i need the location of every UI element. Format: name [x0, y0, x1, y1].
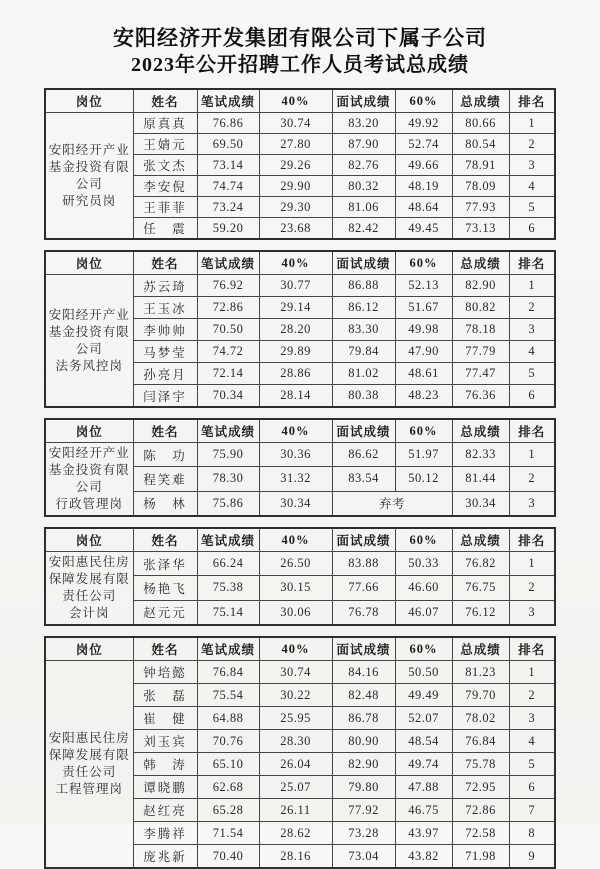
title-line-1: 安阳经济开发集团有限公司下属子公司: [113, 26, 487, 50]
score-cell: 78.30: [197, 467, 259, 491]
column-header: 排名: [509, 637, 555, 661]
score-cell: 79.70: [452, 684, 509, 707]
score-cell: 26.04: [259, 753, 332, 776]
score-cell: 83.20: [332, 113, 395, 134]
column-header: 40%: [259, 89, 332, 113]
table-row: [45, 552, 555, 576]
name-cell: 赵元元: [133, 600, 197, 625]
score-cell: 82.42: [332, 218, 395, 240]
column-header: 排名: [509, 89, 555, 113]
score-cell: 73.04: [332, 845, 395, 869]
score-cell: 65.10: [197, 753, 259, 776]
column-header: 排名: [509, 251, 555, 275]
score-cell: 83.88: [332, 552, 395, 576]
score-cell: 28.62: [259, 822, 332, 845]
score-cell: 75.86: [197, 491, 259, 516]
score-cell: 66.24: [197, 552, 259, 576]
column-header: 笔试成绩: [197, 419, 259, 443]
column-header: 60%: [395, 89, 452, 113]
table-row: [45, 661, 555, 684]
score-cell: 73.24: [197, 197, 259, 218]
score-cell: 75.78: [452, 753, 509, 776]
score-cell: 70.40: [197, 845, 259, 869]
column-header: 姓名: [133, 251, 197, 275]
score-cell: 75.38: [197, 576, 259, 600]
rank-cell: 2: [509, 297, 555, 319]
title-line-2: 2023年公开招聘工作人员考试总成绩: [131, 54, 469, 76]
column-header: 60%: [395, 637, 452, 661]
column-header: 总成绩: [452, 251, 509, 275]
score-cell: 81.06: [332, 197, 395, 218]
score-cell: 29.30: [259, 197, 332, 218]
score-cell: 49.45: [395, 218, 452, 240]
header-row: [45, 419, 555, 443]
name-cell: 孙亮月: [133, 363, 197, 385]
score-cell: 52.13: [395, 275, 452, 297]
score-cell: 30.77: [259, 275, 332, 297]
column-header: 面试成绩: [332, 637, 395, 661]
column-header: 笔试成绩: [197, 637, 259, 661]
score-cell: 49.74: [395, 753, 452, 776]
rank-cell: 1: [509, 275, 555, 297]
rank-cell: 5: [509, 197, 555, 218]
score-cell: 50.33: [395, 552, 452, 576]
score-cell: 50.12: [395, 467, 452, 491]
score-cell: 28.86: [259, 363, 332, 385]
score-cell: 23.68: [259, 218, 332, 240]
score-cell: 30.34: [452, 491, 509, 516]
rank-cell: 6: [509, 218, 555, 240]
name-cell: 张 磊: [133, 684, 197, 707]
score-cell: 81.44: [452, 467, 509, 491]
score-cell: 49.49: [395, 684, 452, 707]
score-cell: 71.98: [452, 845, 509, 869]
column-header: 姓名: [133, 419, 197, 443]
score-cell: 74.72: [197, 341, 259, 363]
results-table: [44, 250, 556, 408]
score-cell: 80.82: [452, 297, 509, 319]
score-cell: 52.74: [395, 134, 452, 155]
name-cell: 杨艳飞: [133, 576, 197, 600]
rank-cell: 3: [509, 491, 555, 516]
score-cell: 76.36: [452, 385, 509, 408]
score-cell: 82.90: [332, 753, 395, 776]
score-cell: 76.78: [332, 600, 395, 625]
score-cell: 64.88: [197, 707, 259, 730]
column-header: 总成绩: [452, 637, 509, 661]
score-cell: 47.88: [395, 776, 452, 799]
score-cell: 78.09: [452, 176, 509, 197]
score-cell: 30.74: [259, 661, 332, 684]
rank-cell: 2: [509, 467, 555, 491]
header-row: [45, 89, 555, 113]
rank-cell: 3: [509, 600, 555, 625]
score-cell: 72.95: [452, 776, 509, 799]
rank-cell: 5: [509, 363, 555, 385]
column-header: 60%: [395, 251, 452, 275]
score-cell: 86.62: [332, 443, 395, 467]
score-cell: 79.80: [332, 776, 395, 799]
score-cell: 76.75: [452, 576, 509, 600]
column-header: 姓名: [133, 89, 197, 113]
name-cell: 杨 林: [133, 491, 197, 516]
column-header: 面试成绩: [332, 528, 395, 552]
score-cell: 46.07: [395, 600, 452, 625]
name-cell: 韩 涛: [133, 753, 197, 776]
name-cell: 苏云琦: [133, 275, 197, 297]
column-header: 岗位: [45, 251, 133, 275]
score-cell: 86.78: [332, 707, 395, 730]
score-cell: 82.76: [332, 155, 395, 176]
position-cell: 安阳惠民住房 保障发展有限 责任公司 工程管理岗: [45, 661, 133, 869]
score-cell: 82.90: [452, 275, 509, 297]
name-cell: 闫泽宇: [133, 385, 197, 408]
name-cell: 王菲菲: [133, 197, 197, 218]
score-cell: 78.02: [452, 707, 509, 730]
score-cell: 73.14: [197, 155, 259, 176]
results-table: [44, 418, 556, 517]
rank-cell: 7: [509, 799, 555, 822]
rank-cell: 2: [509, 134, 555, 155]
score-cell: 65.28: [197, 799, 259, 822]
name-cell: 刘玉宾: [133, 730, 197, 753]
score-cell: 80.54: [452, 134, 509, 155]
score-cell: 48.64: [395, 197, 452, 218]
rank-cell: 1: [509, 113, 555, 134]
score-tables-container: [0, 88, 600, 869]
column-header: 总成绩: [452, 419, 509, 443]
rank-cell: 4: [509, 341, 555, 363]
score-cell: 74.74: [197, 176, 259, 197]
score-cell: 76.82: [452, 552, 509, 576]
column-header: 40%: [259, 419, 332, 443]
score-cell: 49.66: [395, 155, 452, 176]
score-cell: 52.07: [395, 707, 452, 730]
table-row: [45, 443, 555, 467]
score-cell: 31.32: [259, 467, 332, 491]
score-cell: 59.20: [197, 218, 259, 240]
score-cell: 77.93: [452, 197, 509, 218]
name-cell: 陈 功: [133, 443, 197, 467]
name-cell: 崔 健: [133, 707, 197, 730]
rank-cell: 9: [509, 845, 555, 869]
score-cell: 84.16: [332, 661, 395, 684]
score-cell: 80.90: [332, 730, 395, 753]
score-cell: 29.89: [259, 341, 332, 363]
score-cell: 77.92: [332, 799, 395, 822]
rank-cell: 4: [509, 730, 555, 753]
score-cell: 51.67: [395, 297, 452, 319]
score-cell: 28.20: [259, 319, 332, 341]
score-cell: 43.82: [395, 845, 452, 869]
score-cell: 71.54: [197, 822, 259, 845]
score-cell: 30.34: [259, 491, 332, 516]
score-cell: 弃考: [332, 491, 452, 516]
rank-cell: 8: [509, 822, 555, 845]
column-header: 总成绩: [452, 528, 509, 552]
score-cell: 81.23: [452, 661, 509, 684]
name-cell: 程笑难: [133, 467, 197, 491]
score-cell: 25.07: [259, 776, 332, 799]
score-cell: 28.30: [259, 730, 332, 753]
score-cell: 73.28: [332, 822, 395, 845]
score-cell: 80.32: [332, 176, 395, 197]
name-cell: 王婧元: [133, 134, 197, 155]
score-cell: 80.66: [452, 113, 509, 134]
name-cell: 李安倪: [133, 176, 197, 197]
score-cell: 70.50: [197, 319, 259, 341]
rank-cell: 6: [509, 776, 555, 799]
column-header: 笔试成绩: [197, 89, 259, 113]
name-cell: 张泽华: [133, 552, 197, 576]
column-header: 岗位: [45, 637, 133, 661]
score-cell: 30.36: [259, 443, 332, 467]
score-cell: 75.54: [197, 684, 259, 707]
score-cell: 72.86: [452, 799, 509, 822]
score-cell: 86.88: [332, 275, 395, 297]
rank-cell: 3: [509, 155, 555, 176]
score-cell: 86.12: [332, 297, 395, 319]
column-header: 40%: [259, 637, 332, 661]
score-cell: 69.50: [197, 134, 259, 155]
rank-cell: 3: [509, 319, 555, 341]
column-header: 岗位: [45, 89, 133, 113]
column-header: 排名: [509, 528, 555, 552]
score-cell: 30.06: [259, 600, 332, 625]
rank-cell: 1: [509, 661, 555, 684]
column-header: 40%: [259, 528, 332, 552]
score-cell: 76.92: [197, 275, 259, 297]
name-cell: 王玉冰: [133, 297, 197, 319]
score-cell: 72.58: [452, 822, 509, 845]
name-cell: 李帅帅: [133, 319, 197, 341]
score-cell: 70.76: [197, 730, 259, 753]
score-cell: 28.14: [259, 385, 332, 408]
score-cell: 50.50: [395, 661, 452, 684]
results-table: [44, 88, 556, 240]
column-header: 60%: [395, 419, 452, 443]
score-cell: 81.02: [332, 363, 395, 385]
score-cell: 76.84: [197, 661, 259, 684]
score-cell: 29.14: [259, 297, 332, 319]
rank-cell: 6: [509, 385, 555, 408]
score-cell: 25.95: [259, 707, 332, 730]
score-cell: 29.26: [259, 155, 332, 176]
score-cell: 49.98: [395, 319, 452, 341]
score-cell: 76.86: [197, 113, 259, 134]
score-cell: 72.86: [197, 297, 259, 319]
score-cell: 77.79: [452, 341, 509, 363]
score-cell: 75.90: [197, 443, 259, 467]
score-cell: 78.18: [452, 319, 509, 341]
column-header: 总成绩: [452, 89, 509, 113]
column-header: 排名: [509, 419, 555, 443]
score-cell: 77.47: [452, 363, 509, 385]
column-header: 面试成绩: [332, 251, 395, 275]
results-table: [44, 636, 556, 869]
rank-cell: 2: [509, 576, 555, 600]
score-cell: 77.66: [332, 576, 395, 600]
rank-cell: 1: [509, 443, 555, 467]
score-cell: 75.14: [197, 600, 259, 625]
score-cell: 28.16: [259, 845, 332, 869]
name-cell: 钟培懿: [133, 661, 197, 684]
score-cell: 30.74: [259, 113, 332, 134]
score-cell: 87.90: [332, 134, 395, 155]
score-cell: 76.84: [452, 730, 509, 753]
score-cell: 48.61: [395, 363, 452, 385]
column-header: 姓名: [133, 637, 197, 661]
rank-cell: 4: [509, 176, 555, 197]
score-cell: 80.38: [332, 385, 395, 408]
column-header: 岗位: [45, 528, 133, 552]
table-row: [45, 275, 555, 297]
score-cell: 79.84: [332, 341, 395, 363]
score-cell: 47.90: [395, 341, 452, 363]
header-row: [45, 637, 555, 661]
score-cell: 48.23: [395, 385, 452, 408]
name-cell: 原真真: [133, 113, 197, 134]
score-cell: 70.34: [197, 385, 259, 408]
score-cell: 82.48: [332, 684, 395, 707]
header-row: [45, 528, 555, 552]
results-table: [44, 527, 556, 626]
name-cell: 谭晓鹏: [133, 776, 197, 799]
score-cell: 46.75: [395, 799, 452, 822]
score-cell: 83.54: [332, 467, 395, 491]
score-cell: 30.22: [259, 684, 332, 707]
column-header: 岗位: [45, 419, 133, 443]
rank-cell: 2: [509, 684, 555, 707]
score-cell: 26.50: [259, 552, 332, 576]
column-header: 40%: [259, 251, 332, 275]
rank-cell: 3: [509, 707, 555, 730]
position-cell: 安阳经开产业 基金投资有限 公司 法务风控岗: [45, 275, 133, 408]
score-cell: 83.30: [332, 319, 395, 341]
name-cell: 李腾祥: [133, 822, 197, 845]
rank-cell: 1: [509, 552, 555, 576]
column-header: 面试成绩: [332, 89, 395, 113]
score-cell: 26.11: [259, 799, 332, 822]
document-title: [0, 25, 600, 79]
position-cell: 安阳经开产业 基金投资有限 公司 行政管理岗: [45, 443, 133, 517]
score-cell: 51.97: [395, 443, 452, 467]
score-cell: 30.15: [259, 576, 332, 600]
score-cell: 78.91: [452, 155, 509, 176]
column-header: 60%: [395, 528, 452, 552]
header-row: [45, 251, 555, 275]
score-cell: 27.80: [259, 134, 332, 155]
score-cell: 62.68: [197, 776, 259, 799]
score-cell: 48.54: [395, 730, 452, 753]
column-header: 姓名: [133, 528, 197, 552]
score-cell: 72.14: [197, 363, 259, 385]
position-cell: 安阳经开产业 基金投资有限 公司 研究员岗: [45, 113, 133, 240]
name-cell: 任 震: [133, 218, 197, 240]
column-header: 面试成绩: [332, 419, 395, 443]
name-cell: 马梦莹: [133, 341, 197, 363]
table-row: [45, 113, 555, 134]
score-cell: 82.33: [452, 443, 509, 467]
position-cell: 安阳惠民住房 保障发展有限 责任公司 会计岗: [45, 552, 133, 626]
score-cell: 29.90: [259, 176, 332, 197]
name-cell: 张文杰: [133, 155, 197, 176]
score-cell: 49.92: [395, 113, 452, 134]
column-header: 笔试成绩: [197, 528, 259, 552]
score-cell: 76.12: [452, 600, 509, 625]
name-cell: 赵红亮: [133, 799, 197, 822]
score-cell: 73.13: [452, 218, 509, 240]
score-cell: 46.60: [395, 576, 452, 600]
score-cell: 48.19: [395, 176, 452, 197]
column-header: 笔试成绩: [197, 251, 259, 275]
rank-cell: 5: [509, 753, 555, 776]
name-cell: 庞兆新: [133, 845, 197, 869]
score-cell: 43.97: [395, 822, 452, 845]
